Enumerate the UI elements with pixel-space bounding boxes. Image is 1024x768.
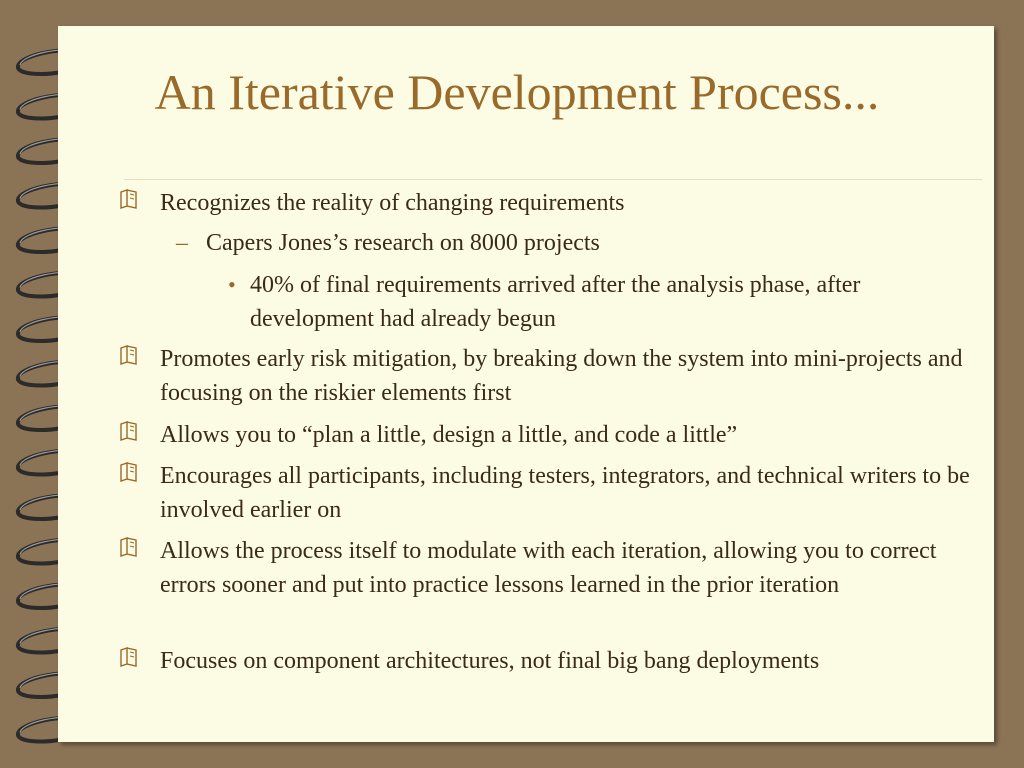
sub-sub-bullet-item — [228, 268, 980, 336]
bullet-text: Allows the process itself to modulate with each iteration, allowing you to correct errors sooner and put into practice lessons learned in the prior iteration — [160, 538, 937, 598]
bullet-item — [160, 459, 980, 527]
bullet-text: Promotes early risk mitigation, by breaking down the system into mini-projects and focusing on the riskier elements first — [160, 346, 963, 406]
slide-title: An Iterative Development Process... — [154, 64, 880, 120]
dash-marker: – — [176, 230, 188, 256]
book-icon — [118, 186, 140, 220]
book-icon — [118, 644, 140, 678]
bullet-text: Allows you to “plan a little, design a little, and code a little” — [160, 422, 738, 448]
book-icon — [118, 459, 140, 493]
bullet-text: Capers Jones’s research on 8000 projects — [206, 230, 600, 256]
bullet-item — [160, 186, 980, 220]
bullet-text: Recognizes the reality of changing requirements — [160, 190, 625, 216]
bullet-item — [160, 418, 980, 452]
bullet-item — [160, 534, 980, 602]
book-icon — [118, 534, 140, 568]
bullet-text: Encourages all participants, including testers, integrators, and technical writers to be involved earlier on — [160, 463, 970, 523]
book-icon — [118, 418, 140, 452]
bullet-list — [58, 26, 994, 742]
bullet-item — [160, 342, 980, 410]
sub-bullet-item — [176, 226, 986, 260]
bullet-item — [160, 644, 980, 678]
bullet-text: 40% of final requirements arrived after the analysis phase, after development had already begun — [250, 272, 861, 332]
notebook-page — [58, 26, 994, 742]
book-icon — [118, 342, 140, 376]
dot-marker: • — [228, 272, 236, 297]
bullet-text: Focuses on component architectures, not final big bang deployments — [160, 648, 820, 674]
